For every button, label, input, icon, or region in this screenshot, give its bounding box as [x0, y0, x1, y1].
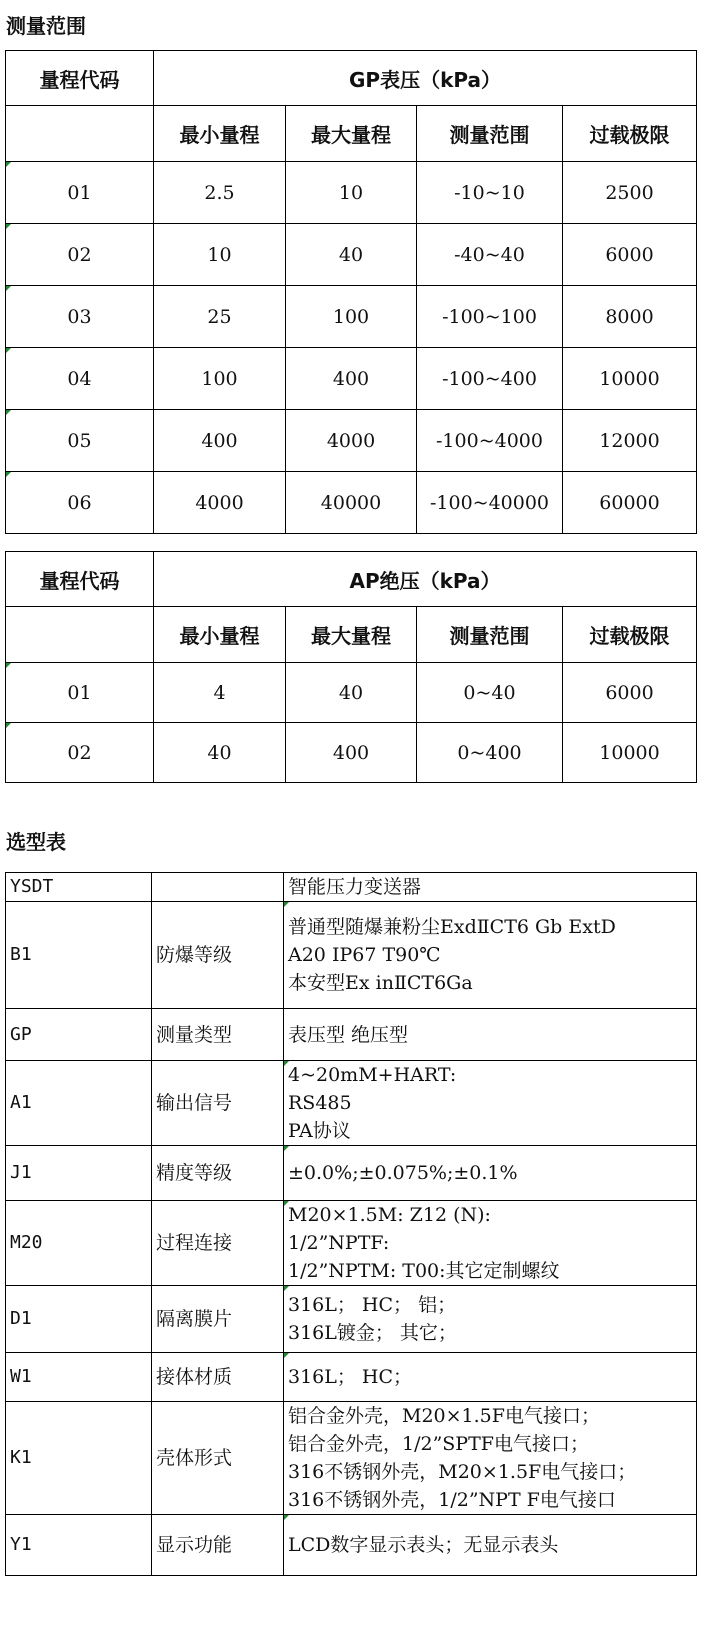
range-value-cell: -100~40000 — [417, 472, 563, 534]
column-header: 最小量程 — [154, 607, 286, 663]
model-code-cell: A1 — [6, 1061, 152, 1146]
range-value-cell: 10 — [154, 224, 286, 286]
subheader-row — [6, 106, 697, 162]
option-name-cell — [152, 873, 284, 902]
option-line: 316L； HC； 铝； — [288, 1294, 457, 1316]
range-value-cell: 12000 — [563, 410, 697, 472]
table-row — [6, 663, 697, 723]
header-row — [6, 552, 697, 607]
model-code-cell: J1 — [6, 1146, 152, 1201]
option-values-cell — [284, 1061, 697, 1146]
range-code-cell: 04 — [6, 348, 154, 410]
pressure-group-header: GP表压（kPa） — [154, 51, 697, 106]
option-name-cell: 防爆等级 — [152, 902, 284, 1009]
option-line: 本安型Ex inⅡCT6Ga — [288, 972, 473, 994]
range-code-cell: 03 — [6, 286, 154, 348]
range-value-cell: 2500 — [563, 162, 697, 224]
option-line: 表压型 绝压型 — [288, 1023, 409, 1046]
option-line: 316L； HC； — [288, 1366, 413, 1388]
pressure-group-header: AP绝压（kPa） — [154, 552, 697, 607]
option-line: 316L镀金； 其它； — [288, 1322, 457, 1344]
range-value-cell: 60000 — [563, 472, 697, 534]
option-values-cell — [284, 873, 697, 902]
option-line: 铝合金外壳，1/2”SPTF电气接口； — [288, 1433, 589, 1455]
model-code-cell: K1 — [6, 1402, 152, 1515]
option-name-cell: 壳体形式 — [152, 1402, 284, 1515]
option-line: 4~20mM+HART: — [288, 1064, 457, 1086]
selection-table — [5, 872, 697, 1576]
selection-row — [6, 1402, 697, 1515]
gp-range-table — [5, 50, 697, 534]
range-value-cell: 2.5 — [154, 162, 286, 224]
range-value-cell: 0~400 — [417, 723, 563, 783]
column-header: 最小量程 — [154, 106, 286, 162]
range-value-cell: -10~10 — [417, 162, 563, 224]
model-code-cell: YSDT — [6, 873, 152, 902]
range-value-cell: 0~40 — [417, 663, 563, 723]
option-line: 普通型随爆兼粉尘ExdⅡCT6 Gb ExtD — [288, 916, 616, 938]
model-code-cell: Y1 — [6, 1515, 152, 1576]
selection-row — [6, 1353, 697, 1402]
range-code-cell: 02 — [6, 723, 154, 783]
range-value-cell: 100 — [154, 348, 286, 410]
option-name-cell: 隔离膜片 — [152, 1286, 284, 1353]
table-row — [6, 410, 697, 472]
option-line: 1/2”NPTM: T00:其它定制螺纹 — [288, 1260, 560, 1282]
option-line: 智能压力变送器 — [288, 876, 422, 898]
model-code-cell: GP — [6, 1009, 152, 1061]
range-value-cell: 6000 — [563, 663, 697, 723]
column-header: 过载极限 — [563, 106, 697, 162]
column-header: 最大量程 — [286, 106, 417, 162]
range-value-cell: 40 — [154, 723, 286, 783]
column-header: 过载极限 — [563, 607, 697, 663]
option-line: 316不锈钢外壳，M20×1.5F电气接口； — [288, 1461, 637, 1483]
option-values-cell — [284, 1402, 697, 1515]
selection-row — [6, 1146, 697, 1201]
option-name-cell: 精度等级 — [152, 1146, 284, 1201]
range-value-cell: 400 — [286, 348, 417, 410]
table-row — [6, 472, 697, 534]
option-values-cell — [284, 1286, 697, 1353]
range-value-cell: 40 — [286, 663, 417, 723]
column-header: 测量范围 — [417, 106, 563, 162]
range-value-cell: 100 — [286, 286, 417, 348]
range-value-cell: -100~4000 — [417, 410, 563, 472]
range-code-cell: 01 — [6, 162, 154, 224]
range-value-cell: 40000 — [286, 472, 417, 534]
table-row — [6, 162, 697, 224]
option-name-cell: 过程连接 — [152, 1201, 284, 1286]
option-values-cell — [284, 1146, 697, 1201]
option-values-cell — [284, 902, 697, 1009]
option-name-cell: 显示功能 — [152, 1515, 284, 1576]
range-code-header: 量程代码 — [6, 552, 154, 607]
range-code-cell: 06 — [6, 472, 154, 534]
column-header: 测量范围 — [417, 607, 563, 663]
model-code-cell: B1 — [6, 902, 152, 1009]
selection-table-title: 选型表 — [6, 830, 66, 854]
range-code-cell: 05 — [6, 410, 154, 472]
option-name-cell: 输出信号 — [152, 1061, 284, 1146]
selection-row — [6, 1286, 697, 1353]
selection-row — [6, 1201, 697, 1286]
header-row — [6, 51, 697, 106]
range-value-cell: -100~400 — [417, 348, 563, 410]
option-line: A20 IP67 T90℃ — [288, 944, 441, 966]
option-line: 316不锈钢外壳，1/2”NPT F电气接口 — [288, 1489, 616, 1511]
option-name-cell: 接体材质 — [152, 1353, 284, 1402]
range-value-cell: 25 — [154, 286, 286, 348]
model-code-cell: W1 — [6, 1353, 152, 1402]
option-line: 1/2”NPTF: — [288, 1232, 390, 1254]
range-value-cell: 4 — [154, 663, 286, 723]
range-value-cell: -100~100 — [417, 286, 563, 348]
measure-range-title: 测量范围 — [6, 14, 86, 38]
table-row — [6, 224, 697, 286]
range-value-cell: 400 — [154, 410, 286, 472]
range-value-cell: 4000 — [286, 410, 417, 472]
range-value-cell: 10000 — [563, 348, 697, 410]
option-line: 铝合金外壳，M20×1.5F电气接口； — [288, 1405, 600, 1427]
selection-row — [6, 873, 697, 902]
option-line: M20×1.5M: Z12 (N): — [288, 1204, 491, 1226]
range-value-cell: 4000 — [154, 472, 286, 534]
ap-range-table — [5, 551, 697, 783]
table-row — [6, 286, 697, 348]
option-line: LCD数字显示表头；无显示表头 — [288, 1534, 559, 1556]
range-value-cell: 8000 — [563, 286, 697, 348]
range-code-cell: 02 — [6, 224, 154, 286]
option-values-cell — [284, 1353, 697, 1402]
option-line: RS485 — [288, 1092, 352, 1114]
table-row — [6, 348, 697, 410]
model-code-cell: M20 — [6, 1201, 152, 1286]
range-value-cell: 400 — [286, 723, 417, 783]
model-code-cell: D1 — [6, 1286, 152, 1353]
option-values-cell — [284, 1009, 697, 1061]
range-code-cell: 01 — [6, 663, 154, 723]
option-line: PA协议 — [288, 1120, 351, 1142]
range-value-cell: 6000 — [563, 224, 697, 286]
selection-row — [6, 1515, 697, 1576]
empty-header-cell — [6, 607, 154, 663]
selection-row — [6, 902, 697, 1009]
option-values-cell — [284, 1201, 697, 1286]
subheader-row — [6, 607, 697, 663]
selection-row — [6, 1061, 697, 1146]
option-values-cell — [284, 1515, 697, 1576]
range-value-cell: 10 — [286, 162, 417, 224]
range-code-header: 量程代码 — [6, 51, 154, 106]
range-value-cell: 40 — [286, 224, 417, 286]
column-header: 最大量程 — [286, 607, 417, 663]
option-name-cell: 测量类型 — [152, 1009, 284, 1061]
table-row — [6, 723, 697, 783]
empty-header-cell — [6, 106, 154, 162]
selection-row — [6, 1009, 697, 1061]
option-line: ±0.0%;±0.075%;±0.1% — [288, 1162, 518, 1184]
range-value-cell: -40~40 — [417, 224, 563, 286]
range-value-cell: 10000 — [563, 723, 697, 783]
